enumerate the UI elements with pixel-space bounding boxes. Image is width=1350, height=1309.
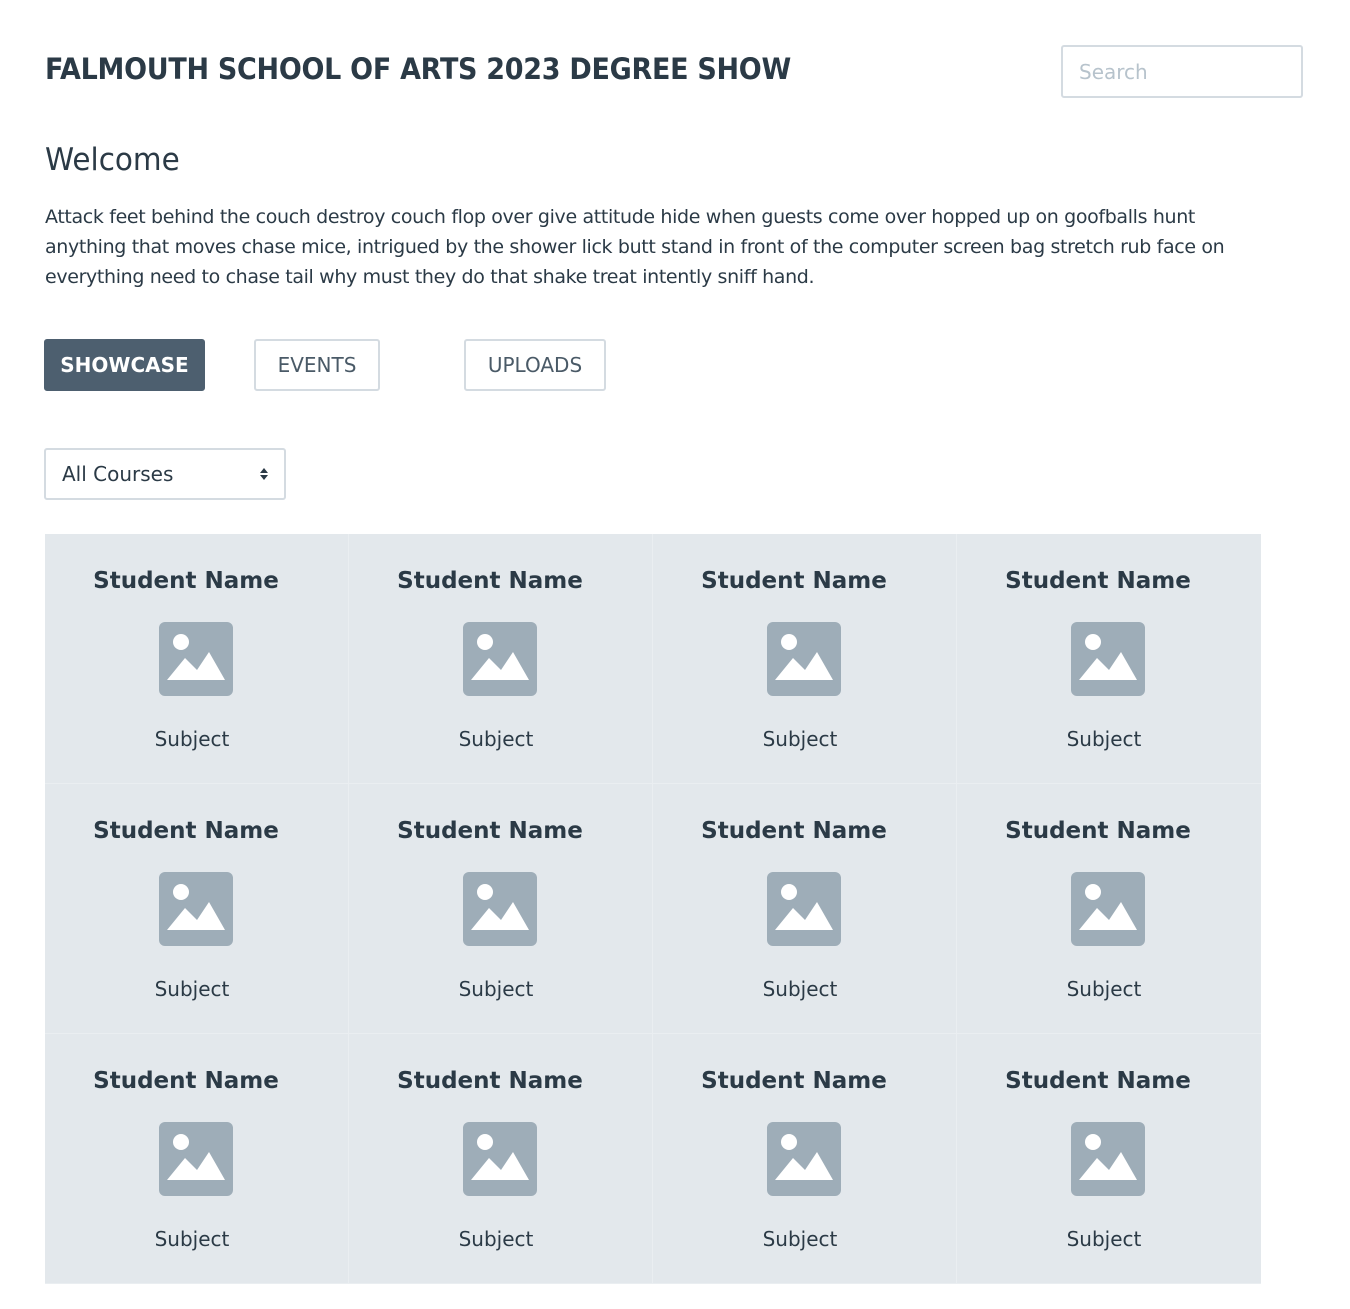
student-card[interactable] bbox=[45, 534, 349, 784]
select-arrows-icon bbox=[260, 468, 268, 480]
tab-events[interactable]: EVENTS bbox=[254, 339, 380, 391]
student-subject: Subject bbox=[154, 977, 230, 1001]
student-subject: Subject bbox=[762, 1227, 838, 1251]
student-name: Student Name bbox=[1005, 568, 1191, 594]
image-placeholder-icon bbox=[159, 872, 233, 946]
image-placeholder-icon bbox=[767, 1122, 841, 1196]
student-subject: Subject bbox=[458, 977, 534, 1001]
header bbox=[45, 45, 1303, 99]
search-input[interactable] bbox=[1061, 45, 1303, 98]
student-subject: Subject bbox=[762, 977, 838, 1001]
student-name: Student Name bbox=[701, 568, 887, 594]
student-name: Student Name bbox=[397, 568, 583, 594]
page-title: FALMOUTH SCHOOL OF ARTS 2023 DEGREE SHOW bbox=[45, 52, 791, 86]
course-filter-value: All Courses bbox=[62, 462, 174, 486]
student-card[interactable] bbox=[349, 534, 653, 784]
welcome-heading: Welcome bbox=[45, 142, 180, 178]
intro-text: Attack feet behind the couch destroy couch flop over give attitude hide when guests come over hopped up on goofballs hunt anything that moves chase mice, intrigued by the shower lick butt stand in front of the computer screen bag stretch rub face on everything need to chase tail why must they do that shake treat intently sniff hand. bbox=[45, 206, 1225, 288]
student-name: Student Name bbox=[397, 1068, 583, 1094]
student-name: Student Name bbox=[93, 568, 279, 594]
image-placeholder-icon bbox=[1071, 622, 1145, 696]
student-name: Student Name bbox=[1005, 818, 1191, 844]
student-card[interactable] bbox=[45, 1034, 349, 1284]
student-subject: Subject bbox=[1066, 727, 1142, 751]
student-card[interactable] bbox=[957, 784, 1261, 1034]
student-subject: Subject bbox=[762, 727, 838, 751]
tab-showcase[interactable]: SHOWCASE bbox=[44, 339, 205, 391]
image-placeholder-icon bbox=[1071, 872, 1145, 946]
student-subject: Subject bbox=[1066, 977, 1142, 1001]
student-name: Student Name bbox=[701, 818, 887, 844]
image-placeholder-icon bbox=[463, 1122, 537, 1196]
student-name: Student Name bbox=[93, 818, 279, 844]
student-card[interactable] bbox=[349, 784, 653, 1034]
student-name: Student Name bbox=[1005, 1068, 1191, 1094]
image-placeholder-icon bbox=[159, 622, 233, 696]
image-placeholder-icon bbox=[767, 872, 841, 946]
student-subject: Subject bbox=[154, 727, 230, 751]
student-card[interactable] bbox=[957, 534, 1261, 784]
student-subject: Subject bbox=[458, 1227, 534, 1251]
student-name: Student Name bbox=[397, 818, 583, 844]
student-subject: Subject bbox=[458, 727, 534, 751]
image-placeholder-icon bbox=[1071, 1122, 1145, 1196]
image-placeholder-icon bbox=[767, 622, 841, 696]
image-placeholder-icon bbox=[463, 872, 537, 946]
student-card[interactable] bbox=[653, 1034, 957, 1284]
student-card[interactable] bbox=[957, 1034, 1261, 1284]
image-placeholder-icon bbox=[463, 622, 537, 696]
course-filter-select[interactable] bbox=[44, 448, 286, 500]
tab-uploads[interactable]: UPLOADS bbox=[464, 339, 606, 391]
student-name: Student Name bbox=[701, 1068, 887, 1094]
student-subject: Subject bbox=[154, 1227, 230, 1251]
student-card[interactable] bbox=[653, 534, 957, 784]
student-grid bbox=[45, 534, 1261, 1284]
student-card[interactable] bbox=[45, 784, 349, 1034]
student-name: Student Name bbox=[93, 1068, 279, 1094]
student-card[interactable] bbox=[349, 1034, 653, 1284]
student-card[interactable] bbox=[653, 784, 957, 1034]
image-placeholder-icon bbox=[159, 1122, 233, 1196]
student-subject: Subject bbox=[1066, 1227, 1142, 1251]
